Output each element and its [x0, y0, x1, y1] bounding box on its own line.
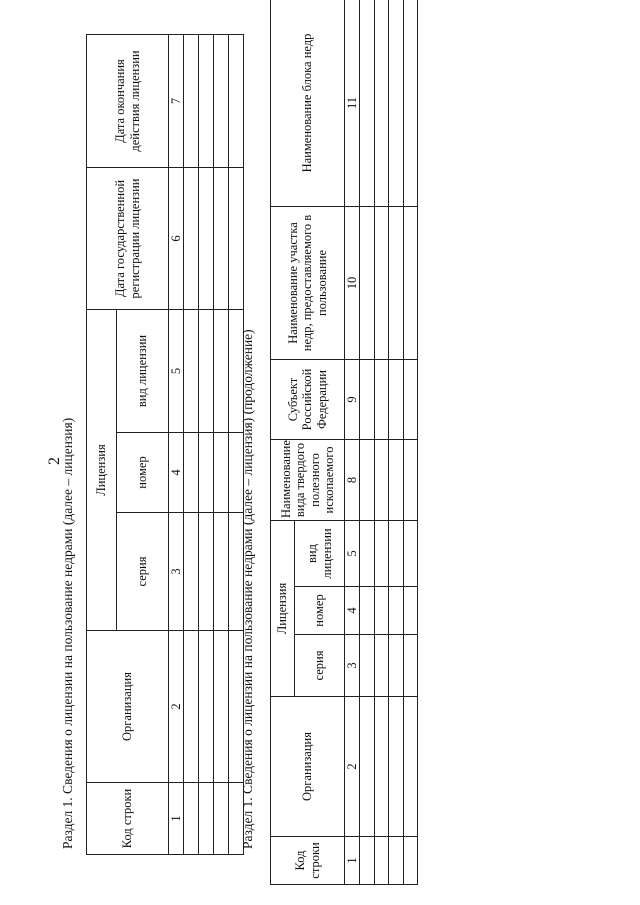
table-cell[interactable] — [403, 587, 418, 635]
table-cell[interactable] — [214, 783, 229, 855]
table-cell[interactable] — [403, 635, 418, 697]
column-number: 11 — [345, 0, 360, 207]
table-cell[interactable] — [389, 440, 404, 521]
table-cell[interactable] — [403, 697, 418, 837]
header-organization: Организация — [271, 697, 345, 837]
table-cell[interactable] — [360, 837, 375, 885]
table-cell[interactable] — [389, 697, 404, 837]
table-cell[interactable] — [214, 35, 229, 168]
table-cell[interactable] — [184, 513, 199, 631]
column-number: 8 — [345, 440, 360, 521]
table-cell[interactable] — [184, 783, 199, 855]
header-federal-subject: Субъект Российской Федерации — [271, 360, 345, 440]
table-row — [403, 0, 418, 885]
table-row — [389, 0, 404, 885]
license-info-table — [86, 34, 244, 855]
table-cell[interactable] — [403, 837, 418, 885]
table-cell[interactable] — [389, 635, 404, 697]
header-series: серия — [295, 635, 345, 697]
header-license: Лицензия — [87, 310, 117, 631]
table-cell[interactable] — [214, 631, 229, 783]
table-cell[interactable] — [374, 587, 389, 635]
table-cell[interactable] — [403, 360, 418, 440]
table-cell[interactable] — [214, 310, 229, 433]
header-registration-date: Дата государственной регистрации лицензии — [87, 168, 169, 310]
column-number: 1 — [345, 837, 360, 885]
table-row — [374, 0, 389, 885]
table-cell[interactable] — [184, 310, 199, 433]
column-number: 3 — [345, 635, 360, 697]
table-cell[interactable] — [374, 0, 389, 207]
header-subsoil-site: Наименование участка недр, предоставляемого в пользование — [271, 207, 345, 360]
table-cell[interactable] — [403, 440, 418, 521]
table-cell[interactable] — [184, 35, 199, 168]
table-cell[interactable] — [374, 697, 389, 837]
license-info-continuation-table — [270, 0, 418, 885]
table-cell[interactable] — [374, 837, 389, 885]
column-number: 5 — [345, 521, 360, 587]
header-code: Код строки — [271, 837, 345, 885]
column-number: 10 — [345, 207, 360, 360]
section-1-continuation-title: Раздел 1. Сведения о лицензии на пользование недрами (далее – лицензия) (продолжение) — [240, 329, 255, 849]
table-cell[interactable] — [403, 0, 418, 207]
column-number: 2 — [169, 631, 184, 783]
column-number: 4 — [345, 587, 360, 635]
header-organization: Организация — [87, 631, 169, 783]
table-cell[interactable] — [199, 783, 214, 855]
table-cell[interactable] — [389, 837, 404, 885]
header-license: Лицензия — [271, 521, 295, 697]
header-end-date: Дата окончания действия лицензии — [87, 35, 169, 168]
table-cell[interactable] — [360, 635, 375, 697]
column-number: 1 — [169, 783, 184, 855]
header-number: номер — [295, 587, 345, 635]
table-cell[interactable] — [214, 513, 229, 631]
table-cell[interactable] — [184, 168, 199, 310]
header-number: номер — [117, 433, 169, 513]
table-cell[interactable] — [360, 697, 375, 837]
table-cell[interactable] — [360, 587, 375, 635]
table-cell[interactable] — [374, 360, 389, 440]
table-cell[interactable] — [360, 360, 375, 440]
table-cell[interactable] — [214, 433, 229, 513]
table-cell[interactable] — [374, 635, 389, 697]
header-license-type: вид лицензии — [295, 521, 345, 587]
table-cell[interactable] — [214, 168, 229, 310]
table-cell[interactable] — [389, 360, 404, 440]
table-cell[interactable] — [403, 521, 418, 587]
column-number: 6 — [169, 168, 184, 310]
column-number: 2 — [345, 697, 360, 837]
table-cell[interactable] — [360, 0, 375, 207]
table-cell[interactable] — [184, 433, 199, 513]
table-cell[interactable] — [199, 433, 214, 513]
table-cell[interactable] — [229, 168, 244, 310]
table-cell[interactable] — [360, 440, 375, 521]
header-subsoil-block: Наименование блока недр — [271, 0, 345, 207]
table-cell[interactable] — [374, 207, 389, 360]
table-cell[interactable] — [184, 631, 199, 783]
table-cell[interactable] — [374, 440, 389, 521]
table-row — [199, 35, 214, 855]
table-row — [214, 35, 229, 855]
table-row — [360, 0, 375, 885]
column-number: 5 — [169, 310, 184, 433]
table-cell[interactable] — [389, 0, 404, 207]
table-cell[interactable] — [389, 207, 404, 360]
table-cell[interactable] — [374, 521, 389, 587]
table-cell[interactable] — [389, 587, 404, 635]
table-cell[interactable] — [199, 168, 214, 310]
table-cell[interactable] — [199, 513, 214, 631]
header-code: Код строки — [87, 783, 169, 855]
column-number-row — [169, 35, 184, 855]
table-cell[interactable] — [199, 631, 214, 783]
column-number: 9 — [345, 360, 360, 440]
column-number: 7 — [169, 35, 184, 168]
table-cell[interactable] — [360, 521, 375, 587]
header-license-type: вид лицензии — [117, 310, 169, 433]
table-cell[interactable] — [199, 310, 214, 433]
table-cell[interactable] — [199, 35, 214, 168]
table-cell[interactable] — [389, 521, 404, 587]
header-mineral-type: Наименование вида твердого полезного ископаемого — [271, 440, 345, 521]
column-number-row — [345, 0, 360, 885]
table-cell[interactable] — [229, 35, 244, 168]
column-number: 3 — [169, 513, 184, 631]
column-number: 4 — [169, 433, 184, 513]
page-number: 2 — [46, 457, 63, 465]
section-1-title: Раздел 1. Сведения о лицензии на пользование недрами (далее – лицензия) — [60, 417, 75, 849]
table-cell[interactable] — [360, 207, 375, 360]
header-series: серия — [117, 513, 169, 631]
table-cell[interactable] — [403, 207, 418, 360]
table-row — [184, 35, 199, 855]
